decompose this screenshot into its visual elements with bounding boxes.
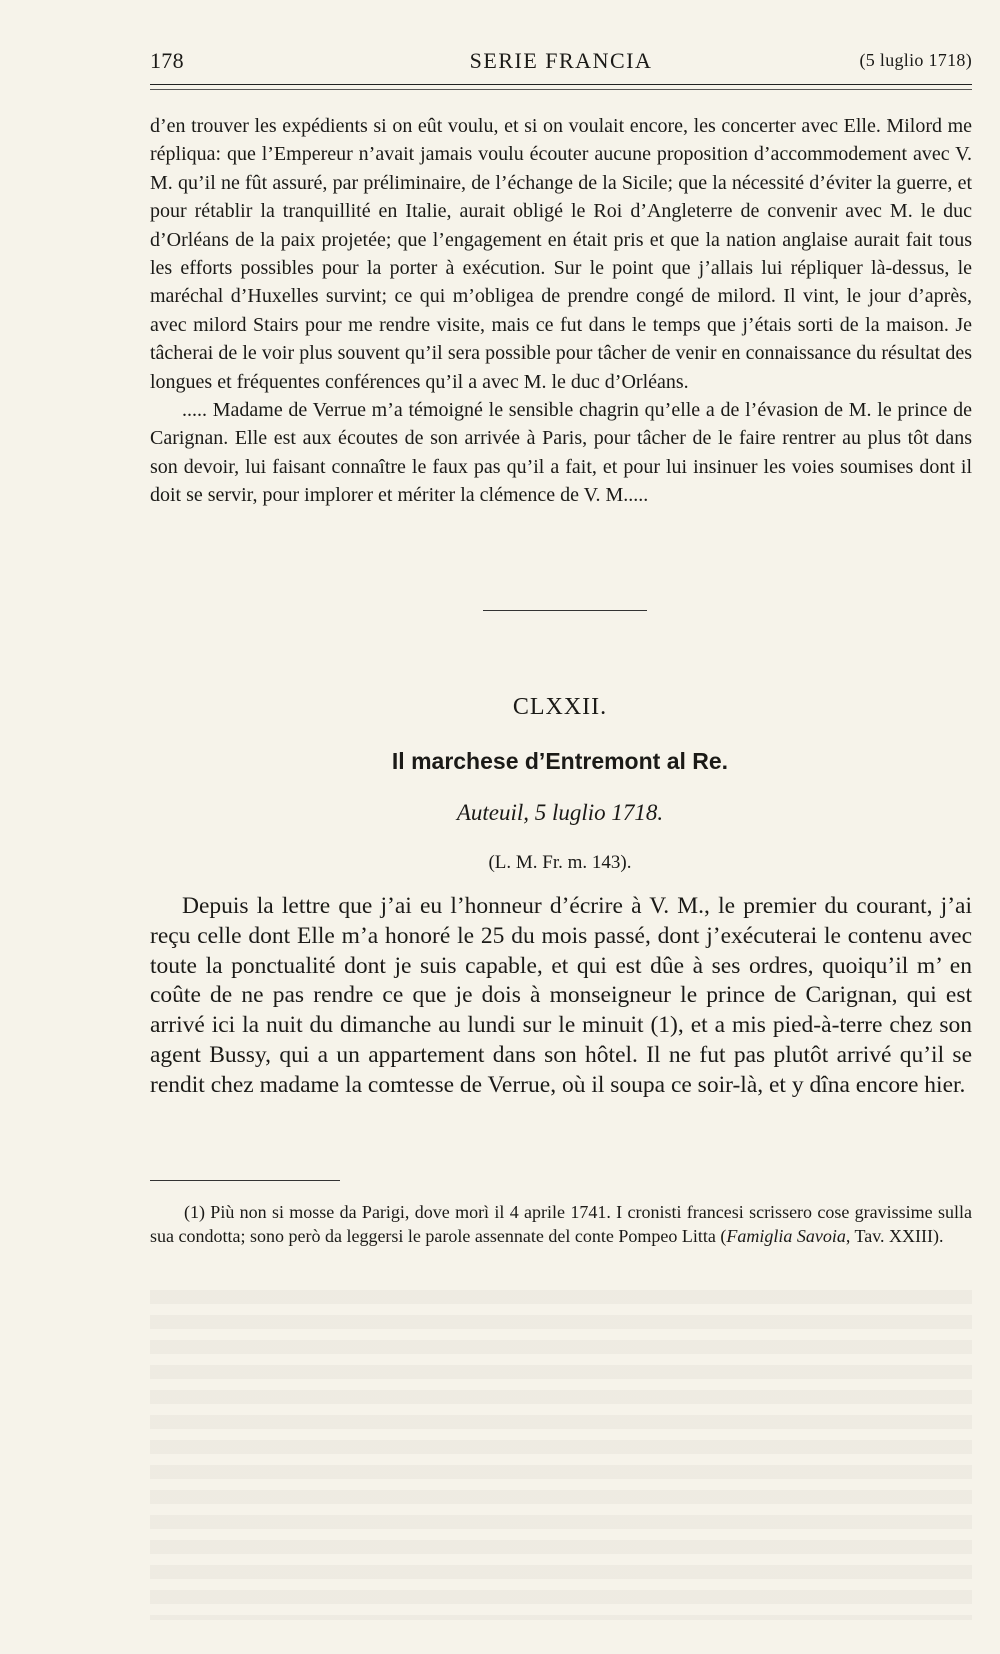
footnote-text: (1) Più non si mosse da Parigi, dove morì il 4 aprile 1741. I cronisti francesi scrissero cose gravissime sulla sua condotta; sono però da leggersi le parole assennate del conte Pompeo Litta ( [150, 1202, 972, 1246]
bleed-through-texture [150, 1290, 972, 1620]
running-head-date: (5 luglio 1718) [859, 50, 972, 70]
document-source: (L. M. Fr. m. 143). [488, 852, 632, 873]
letter-body: Depuis la lettre que j’ai eu l’honneur d’écrire à V. M., le premier du courant, j’ai reçu celle dont Elle m’a honoré le 25 du mois passé, dont j’exécuterai le contenu avec toute la ponctualité dont je suis capable, et qui est dûe à ses ordres, quoiqu’il m’ en coûte de ne pas rendre ce que je dois à monseigneur le prince de Carignan, qui est arrivé ici la nuit du dimanche au lundi sur le minuit (1), et a mis pied-à-terre chez son agent Bussy, qui a un appartement dans son hôtel. Il ne fut pas plutôt arrivé qu’il se rendit chez madame la comtesse de Verrue, où il soupa ce soir-là, et y dîna encore hier. [150, 893, 972, 1098]
footnote-italic: Famiglia Savoia [726, 1226, 846, 1246]
footnote-text-end: , Tav. XXIII). [845, 1226, 944, 1246]
series-title: SERIE FRANCIA [469, 48, 653, 73]
page-number: 178 [150, 48, 184, 73]
section-separator [483, 610, 647, 611]
body-paragraph: ..... Madame de Verrue m’a témoigné le sensible chagrin qu’elle a de l’évasion de M. le prince de Carignan. Elle est aux écoutes de son arrivée à Paris, pour tâcher de le faire rentrer au plus tôt dans son devoir, lui faisant connaître le faux pas qu’il a fait, et pour lui insinuer les voies soumises dont il doit se servir, pour implorer et mériter la clémence de V. M..... [150, 399, 972, 507]
document-heading: Il marchese d’Entremont al Re. [391, 748, 729, 774]
running-head [150, 48, 972, 78]
header-rule [150, 84, 972, 85]
document-place-date: Auteuil, 5 luglio 1718. [456, 800, 664, 825]
continued-letter-text [150, 112, 972, 510]
header-rule-thin [150, 89, 972, 90]
footnote [150, 1200, 972, 1248]
body-paragraph: d’en trouver les expédients si on eût voulu, et si on voulait encore, les concerter avec Elle. Milord me répliqua: que l’Empereur n’avait jamais voulu écouter aucune proposition d’accommodement avec V. M. qu’il ne fût assuré, par préliminaire, de l’échange de la Sicile; que la nécessité d’éviter la guerre, et pour rétablir la tranquillité en Italie, aurait obligé le Roi d’Angleterre de convenir avec M. le duc d’Orléans de la paix projetée; que l’engagement en était pris et que la nation anglaise aurait fait tous les efforts possibles pour la porter à exécution. Sur le point que j’allais lui répliquer là-dessus, le maréchal d’Huxelles survint; ce qui m’obligea de prendre congé de milord. Il vint, le jour d’après, avec milord Stairs pour me rendre visite, mais ce fut dans le temps que j’étais sorti de la maison. Je tâcherai de le voir plus souvent qu’il sera possible pour tâcher de venir en connaissance du résultat des longues et fréquentes conférences qu’il a avec M. le duc d’Orléans. [150, 115, 972, 393]
document-number: CLXXII. [512, 694, 608, 720]
footnote-rule [150, 1180, 340, 1181]
